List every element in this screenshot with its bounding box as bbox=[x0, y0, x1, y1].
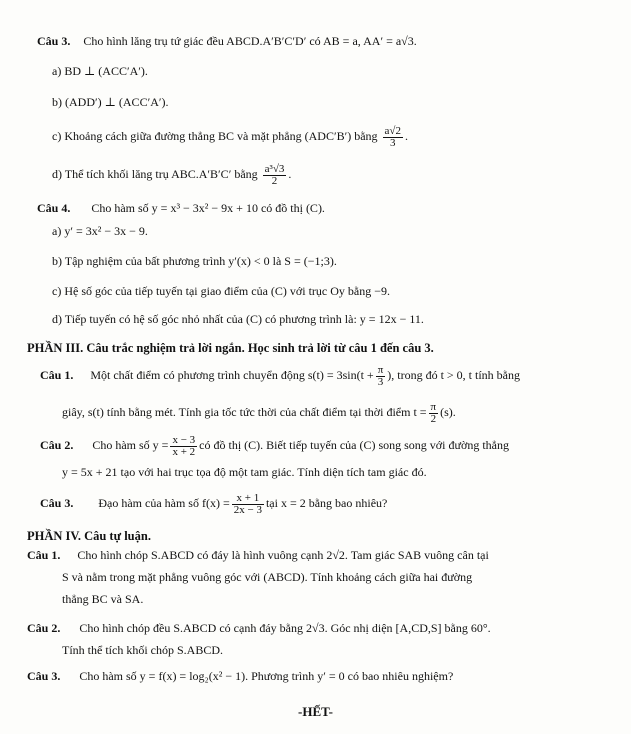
p3-q1-line1 bbox=[40, 360, 520, 390]
p3-q1-pi-den: 3 bbox=[377, 375, 384, 388]
p3-q2-text-b: có đồ thị (C). Biết tiếp tuyến của (C) song song với đường thẳng bbox=[199, 438, 509, 452]
p3-q2-num: x − 3 bbox=[172, 433, 196, 446]
p3-q1-t-fraction bbox=[429, 402, 439, 425]
q4-label: Câu 4. bbox=[37, 201, 71, 215]
p4-q1-label: Câu 1. bbox=[27, 548, 61, 562]
q3-b: b) (ADD′) ⊥ (ACC′A′). bbox=[52, 95, 169, 109]
q3-d-fraction bbox=[263, 164, 287, 187]
p3-q1-t-num: π bbox=[430, 400, 437, 413]
p3-q1-line2-a: giây, s(t) tính bằng mét. Tính gia tốc tức thời của chất điểm tại thời điểm t = bbox=[62, 405, 427, 419]
q3-stem: Cho hình lăng trụ tứ giác đều ABCD.A′B′C′D′ có AB = a, AA′ = a√3. bbox=[83, 34, 417, 48]
p3-q2-fraction bbox=[170, 435, 197, 458]
q3-c-num: a√2 bbox=[384, 124, 401, 137]
p4-q3-line1 bbox=[27, 668, 453, 684]
p3-q2-line2: y = 5x + 21 tạo với hai trục tọa độ một tam giác. Tính diện tích tam giác đó. bbox=[62, 465, 427, 479]
p4-q2-label: Câu 2. bbox=[27, 621, 61, 635]
p3-q2-label: Câu 2. bbox=[40, 438, 74, 452]
p3-q1-label: Câu 1. bbox=[40, 368, 74, 382]
q3-line bbox=[37, 33, 417, 49]
q4-a: a) y′ = 3x² − 3x − 9. bbox=[52, 224, 148, 238]
end-marker: -HẾT- bbox=[298, 704, 333, 719]
p3-q1-pi-num: π bbox=[377, 363, 384, 376]
p3-q3-label: Câu 3. bbox=[40, 496, 74, 510]
p4-q1-text: Cho hình chóp S.ABCD có đáy là hình vuông cạnh 2√2. Tam giác SAB vuông cân tại bbox=[77, 548, 489, 562]
p4-q2-text: Cho hình chóp đều S.ABCD có cạnh đáy bằng 2√3. Góc nhị diện [A,CD,S] bằng 60°. bbox=[79, 621, 491, 635]
q3-label: Câu 3. bbox=[37, 34, 71, 48]
p3-q3-num: x + 1 bbox=[232, 493, 264, 505]
q3-d-den: 2 bbox=[271, 174, 278, 187]
q3-d-text: d) Thể tích khối lăng trụ ABC.A′B′C′ bằng bbox=[52, 167, 258, 181]
q3-a: a) BD ⊥ (ACC′A′). bbox=[52, 64, 148, 78]
p3-q1-text-b: ), trong đó t > 0, t tính bằng bbox=[387, 368, 521, 382]
p4-q1-line2: S và nằm trong mặt phẳng vuông góc với (ABCD). Tính khoảng cách giữa hai đường bbox=[62, 570, 473, 584]
q4-d: d) Tiếp tuyến có hệ số góc nhỏ nhất của (C) có phương trình là: y = 12x − 11. bbox=[52, 312, 424, 326]
q4-stem: Cho hàm số y = x³ − 3x² − 9x + 10 có đồ thị (C). bbox=[91, 201, 325, 215]
p3-q1-line2 bbox=[62, 397, 456, 427]
p3-q2-den: x + 2 bbox=[172, 445, 196, 458]
q4-b: b) Tập nghiệm của bất phương trình y′(x) < 0 là S = (−1;3). bbox=[52, 254, 337, 268]
p3-q1-line2-b: (s). bbox=[440, 405, 456, 419]
part4-heading: PHẦN IV. Câu tự luận. bbox=[27, 529, 151, 543]
p4-q2-line1 bbox=[27, 620, 491, 636]
q3-c-text: c) Khoảng cách giữa đường thẳng BC và mặt phẳng (ADC′B′) bằng bbox=[52, 129, 378, 143]
q3-d: d) Thể tích khối lăng trụ ABC.A′B′C′ bằng $\frac{\text{a³√3}}{2}$ . bbox=[52, 162, 292, 187]
p3-q1-pi-fraction bbox=[376, 365, 386, 388]
p4-q2-line2: Tính thể tích khối chóp S.ABCD. bbox=[62, 643, 223, 657]
q3-c-den: 3 bbox=[389, 136, 396, 149]
q3-d-num: a³√3 bbox=[264, 162, 285, 175]
part3-heading: PHẦN III. Câu trắc nghiệm trả lời ngắn. Học sinh trả lời từ câu 1 đến câu 3. bbox=[27, 341, 434, 355]
p4-q1-line3: thẳng BC và SA. bbox=[62, 592, 144, 606]
p3-q3-den: 2x − 3 bbox=[233, 503, 262, 516]
p3-q3-text-b: tại x = 2 bằng bao nhiêu? bbox=[265, 496, 388, 510]
q3-c: c) Khoảng cách giữa đường thẳng BC và mặt phẳng (ADC′B′) bằng $\frac{a√2}{3}$ . bbox=[52, 124, 408, 149]
q4-c: c) Hệ số góc của tiếp tuyến tại giao điểm của (C) với trục Oy bằng −9. bbox=[52, 284, 391, 298]
p3-q2-text-a: Cho hàm số y = bbox=[92, 438, 169, 452]
p4-q3-text: Cho hàm số y = f(x) = log₂(x² − 1). Phương trình y′ = 0 có bao nhiêu nghiệm? bbox=[79, 669, 454, 683]
p3-q2-line1 bbox=[40, 430, 509, 460]
p3-q1-t-den: 2 bbox=[430, 412, 437, 425]
p4-q1-line1 bbox=[27, 547, 489, 563]
q4-line bbox=[37, 200, 325, 216]
p3-q1-text-a: Một chất điểm có phương trình chuyển động s(t) = 3sin(t + bbox=[90, 368, 374, 382]
p3-q3-line1 bbox=[40, 488, 387, 518]
p4-q3-label: Câu 3. bbox=[27, 669, 61, 683]
p3-q3-text-a: Đạo hàm của hàm số f(x) = bbox=[98, 496, 230, 510]
q3-c-fraction bbox=[383, 126, 403, 149]
p3-q3-fraction bbox=[232, 493, 264, 516]
